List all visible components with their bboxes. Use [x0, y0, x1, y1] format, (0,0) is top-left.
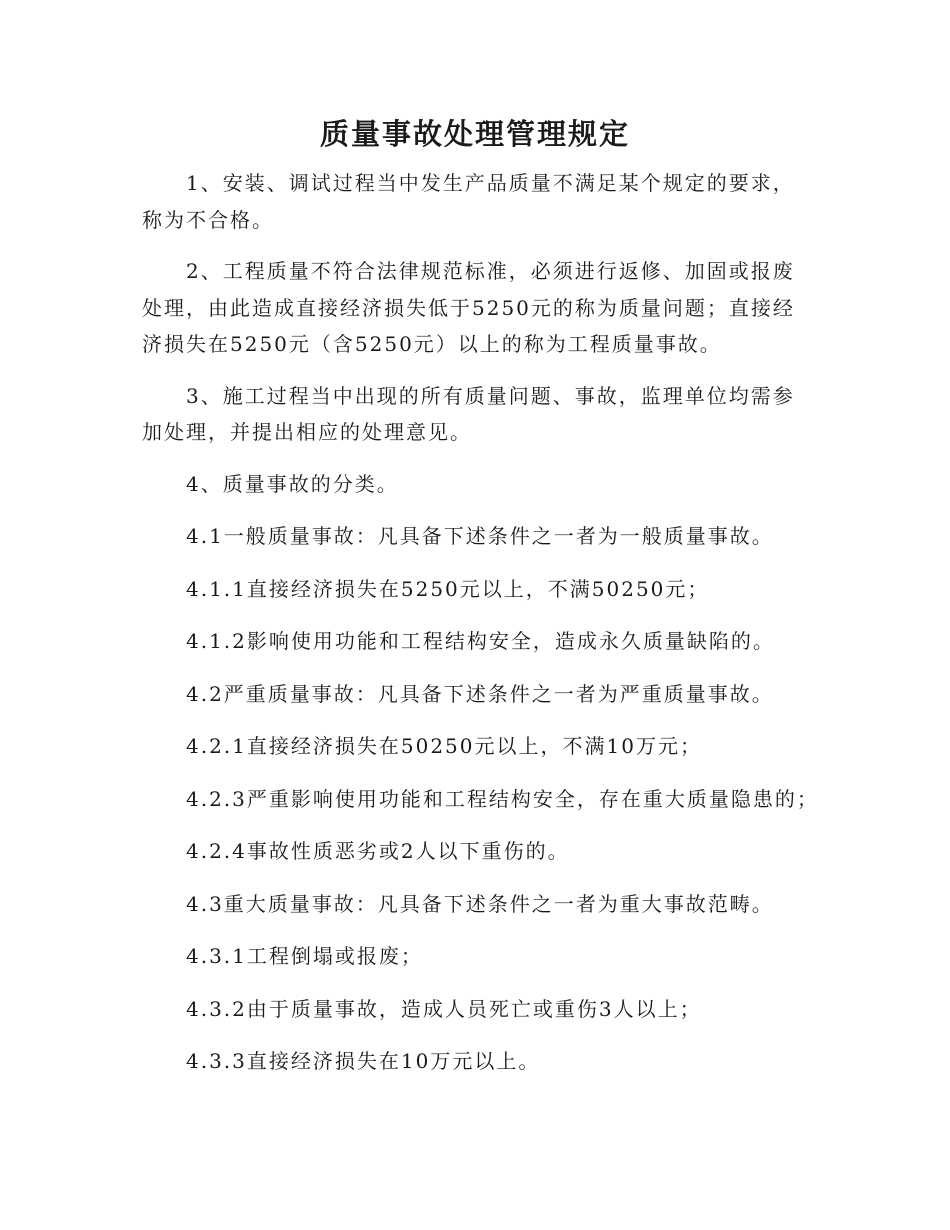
document-body [142, 165, 819, 1096]
paragraph-2: 2、工程质量不符合法律规范标准，必须进行返修、加固或报废处理，由此造成直接经济损失低于5250元的称为质量问题；直接经济损失在5250元（含5250元）以上的称为工程质量事故。 [142, 259, 795, 356]
clause-4-3-3: 4.3.3直接经济损失在10万元以上。 [186, 1049, 541, 1073]
paragraph-1: 1、安装、调试过程当中发生产品质量不满足某个规定的要求，称为不合格。 [142, 171, 795, 232]
clause-4-3: 4.3重大质量事故：凡具备下述条件之一者为重大事故范畴。 [186, 891, 774, 916]
clause-4-3-2: 4.3.2由于质量事故，造成人员死亡或重伤3人以上； [186, 996, 702, 1021]
clause-4-1: 4.1一般质量事故：凡具备下述条件之一者为一般质量事故。 [186, 524, 774, 548]
clause-4-1-1: 4.1.1直接经济损失在5250元以上，不满50250元； [186, 576, 710, 601]
clause-4-2: 4.2严重质量事故：凡具备下述条件之一者为严重质量事故。 [186, 681, 774, 706]
paragraph-3: 3、施工过程当中出现的所有质量问题、事故，监理单位均需参加处理，并提出相应的处理意见。 [142, 383, 795, 444]
document-title: 质量事故处理管理规定 [319, 117, 630, 151]
clause-4-3-1: 4.3.1工程倒塌或报废； [186, 944, 423, 968]
clause-4-2-4: 4.2.4事故性质恶劣或2人以下重伤的。 [186, 839, 570, 863]
clause-4-1-2: 4.1.2影响使用功能和工程结构安全，造成永久质量缺陷的。 [186, 629, 775, 653]
clause-4-2-3: 4.2.3严重影响使用功能和工程结构安全，存在重大质量隐患的； [186, 786, 819, 811]
section-4-heading: 4、质量事故的分类。 [186, 471, 399, 496]
clause-4-2-1: 4.2.1直接经济损失在50250元以上，不满10万元； [186, 734, 702, 758]
